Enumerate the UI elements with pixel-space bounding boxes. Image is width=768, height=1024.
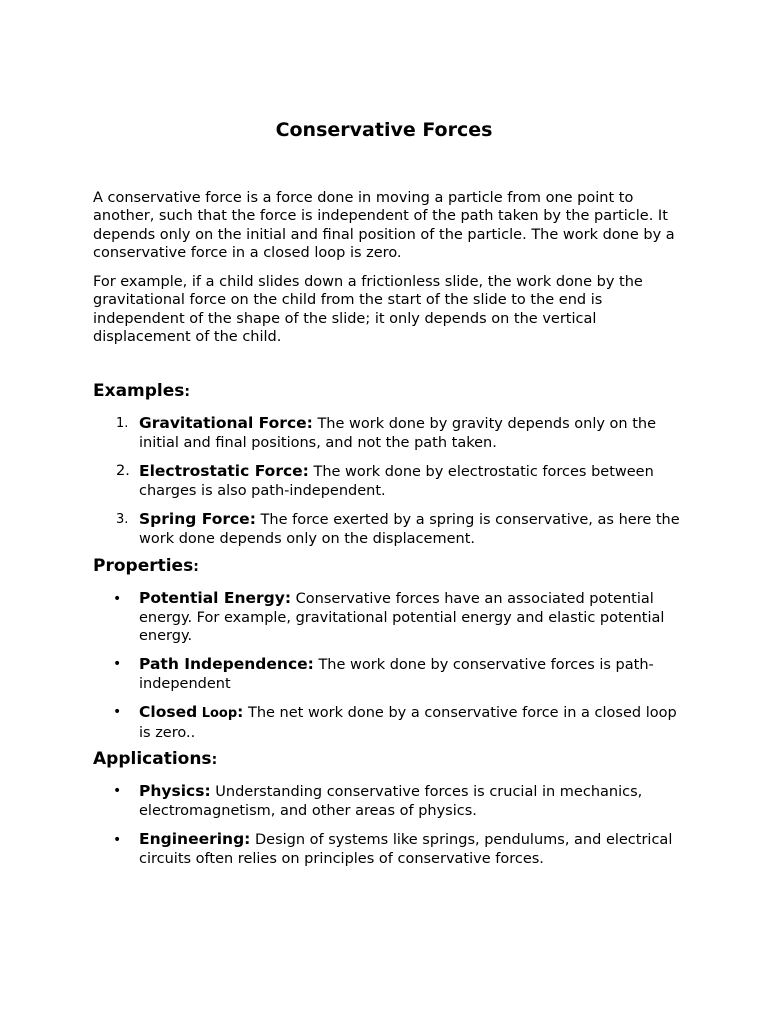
item-text: Conservative forces have an associated potential energy. For example, gravitational potential energy and elastic potential energy. [139, 591, 665, 644]
examples-heading-colon: : [184, 384, 191, 400]
item-term: Gravitational Force: [139, 414, 313, 432]
bullet-marker: • [113, 591, 122, 607]
properties-heading-text: Properties [93, 556, 194, 576]
application-item-physics [139, 782, 684, 820]
intro-paragraph-2: For example, if a child slides down a frictionless slide, the work done by the gravitational force on the child from the start of the slide to the end is independent of the shape of the slide; it only depends on the vertical displacement of the child. [93, 274, 643, 345]
property-item-closed-loop [139, 703, 684, 742]
examples-heading-text: Examples [93, 381, 185, 401]
item-term: Electrostatic Force: [139, 462, 309, 480]
item-term: Path Independence: [139, 655, 314, 673]
item-text: Design of systems like springs, pendulums, and electrical circuits often relies on principles of conservative forces. [139, 832, 673, 867]
list-marker: 3. [116, 512, 129, 527]
item-term-end: : [237, 703, 244, 721]
bullet-marker: • [113, 783, 122, 799]
item-term-small: Loop [197, 706, 238, 721]
properties-heading-colon: : [193, 559, 199, 575]
intro-paragraph-1: A conservative force is a force done in moving a particle from one point to another, such that the force is independent of the path taken by the particle. It depends only on the initial and final position of the particle. The work done by a conservative force in a closed loop is zero. [93, 190, 675, 261]
application-item-engineering [139, 830, 684, 868]
item-text: The work done by conservative forces is path-independent [139, 657, 654, 692]
property-item-potential-energy [139, 589, 684, 646]
item-term: Closed [139, 703, 198, 721]
item-text: The force exerted by a spring is conservative, as here the work done depends only on the displacement. [139, 512, 680, 547]
property-item-path-independence [139, 655, 684, 693]
item-text: The work done by electrostatic forces between charges is also path-independent. [139, 464, 654, 499]
bullet-marker: • [113, 656, 122, 672]
item-term: Potential Energy: [139, 589, 292, 607]
applications-heading-colon: : [211, 752, 218, 768]
example-item-spring [139, 510, 684, 548]
bullet-marker: • [113, 704, 122, 720]
item-text: The net work done by a conservative force in a closed loop is zero.. [139, 705, 677, 741]
item-term: Engineering: [139, 830, 251, 848]
applications-heading-text: Applications [93, 749, 212, 769]
item-term: Physics: [139, 782, 211, 800]
bullet-marker: • [113, 832, 122, 848]
applications-heading [93, 749, 217, 769]
page-title: Conservative Forces [275, 119, 493, 141]
item-text: The work done by gravity depends only on the initial and final positions, and not the path taken. [139, 416, 657, 451]
list-marker: 2. [116, 463, 130, 479]
example-item-gravitational [139, 414, 684, 452]
list-marker: 1. [116, 416, 129, 431]
example-item-electrostatic [139, 462, 684, 500]
properties-heading [93, 556, 199, 576]
examples-heading [93, 381, 190, 401]
item-term: Spring Force: [139, 510, 256, 528]
item-text: Understanding conservative forces is crucial in mechanics, electromagnetism, and other areas of physics. [139, 784, 643, 819]
